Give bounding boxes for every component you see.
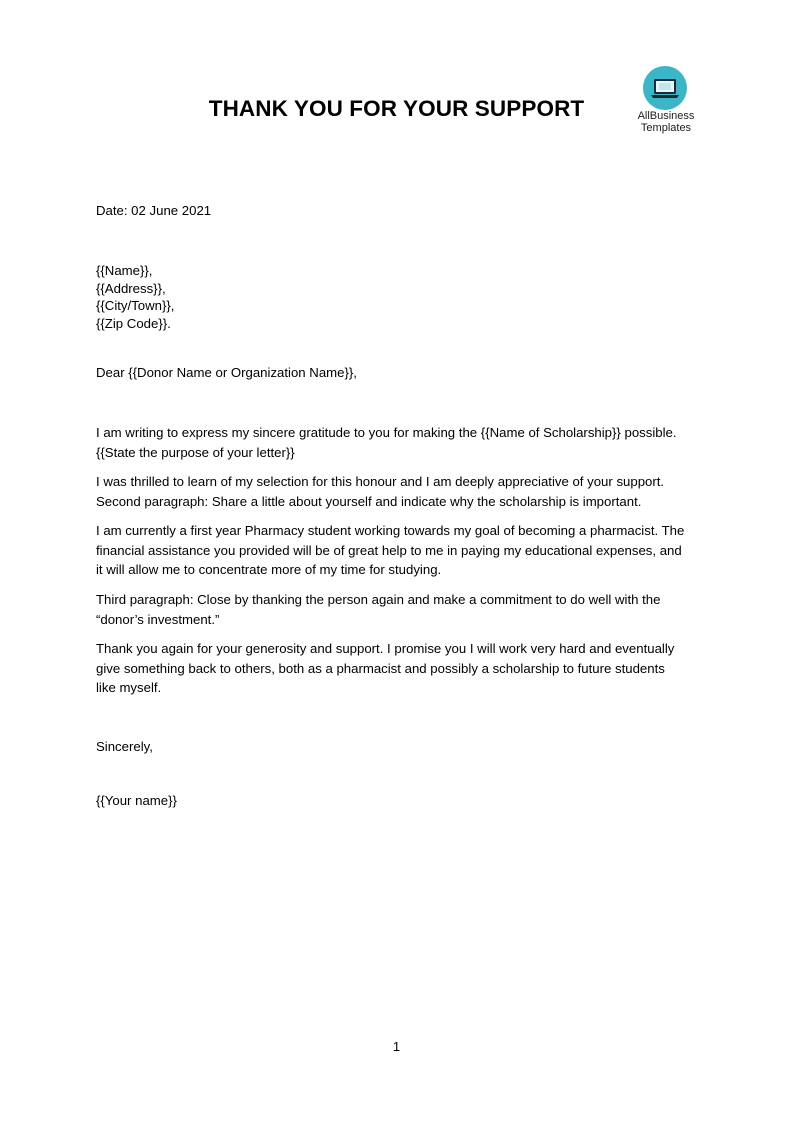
laptop-icon [643,66,687,110]
paragraph-intro [96,423,706,462]
paragraph-line: Third paragraph: Close by thanking the person again and make a commitment to do well with the [96,592,661,607]
paragraph-line: financial assistance you provided will be of great help to me in paying my educational expenses, and [96,542,682,558]
logo-text-line1: AllBusiness [637,110,695,122]
address-line: {{Zip Code}}. [96,315,171,331]
paragraph-line: it will allow me to concentrate more of my time for studying. [96,562,442,577]
paragraph-thanks [96,639,706,698]
signature: {{Your name}} [96,793,177,808]
page-number: 1 [392,1039,401,1054]
recipient-address [96,262,706,332]
paragraph-line: {{State the purpose of your letter}} [96,444,295,460]
salutation: Dear {{Donor Name or Organization Name}}, [96,365,357,380]
logo-text-line2: Templates [640,122,692,134]
paragraph-second [96,472,706,511]
address-line: {{City/Town}}, [96,298,175,313]
paragraph-line: I am writing to express my sincere gratitude to you for making the {{Name of Scholarship}} possible. [96,425,677,440]
paragraph-line: like myself. [96,680,162,695]
paragraph-line: give something back to others, both as a pharmacist and possibly a scholarship to future students [96,660,665,676]
paragraph-line: I was thrilled to learn of my selection for this honour and I am deeply appreciative of your support. [96,474,665,489]
address-line: {{Address}}, [96,280,166,296]
paragraph-line: I am currently a first year Pharmacy student working towards my goal of becoming a pharmacist. The [96,523,685,538]
paragraph-line: Second paragraph: Share a little about yourself and indicate why the scholarship is important. [96,493,642,509]
paragraph-line: Thank you again for your generosity and support. I promise you I will work very hard and eventually [96,641,675,656]
allbusiness-templates-logo [628,64,704,138]
letter-date: Date: 02 June 2021 [96,203,212,218]
address-line: {{Name}}, [96,263,153,278]
paragraph-third [96,590,706,629]
document-title: THANK YOU FOR YOUR SUPPORT [208,96,585,121]
paragraph-line: “donor’s investment.” [96,611,220,627]
paragraph-about-me [96,521,706,580]
closing: Sincerely, [96,739,153,754]
